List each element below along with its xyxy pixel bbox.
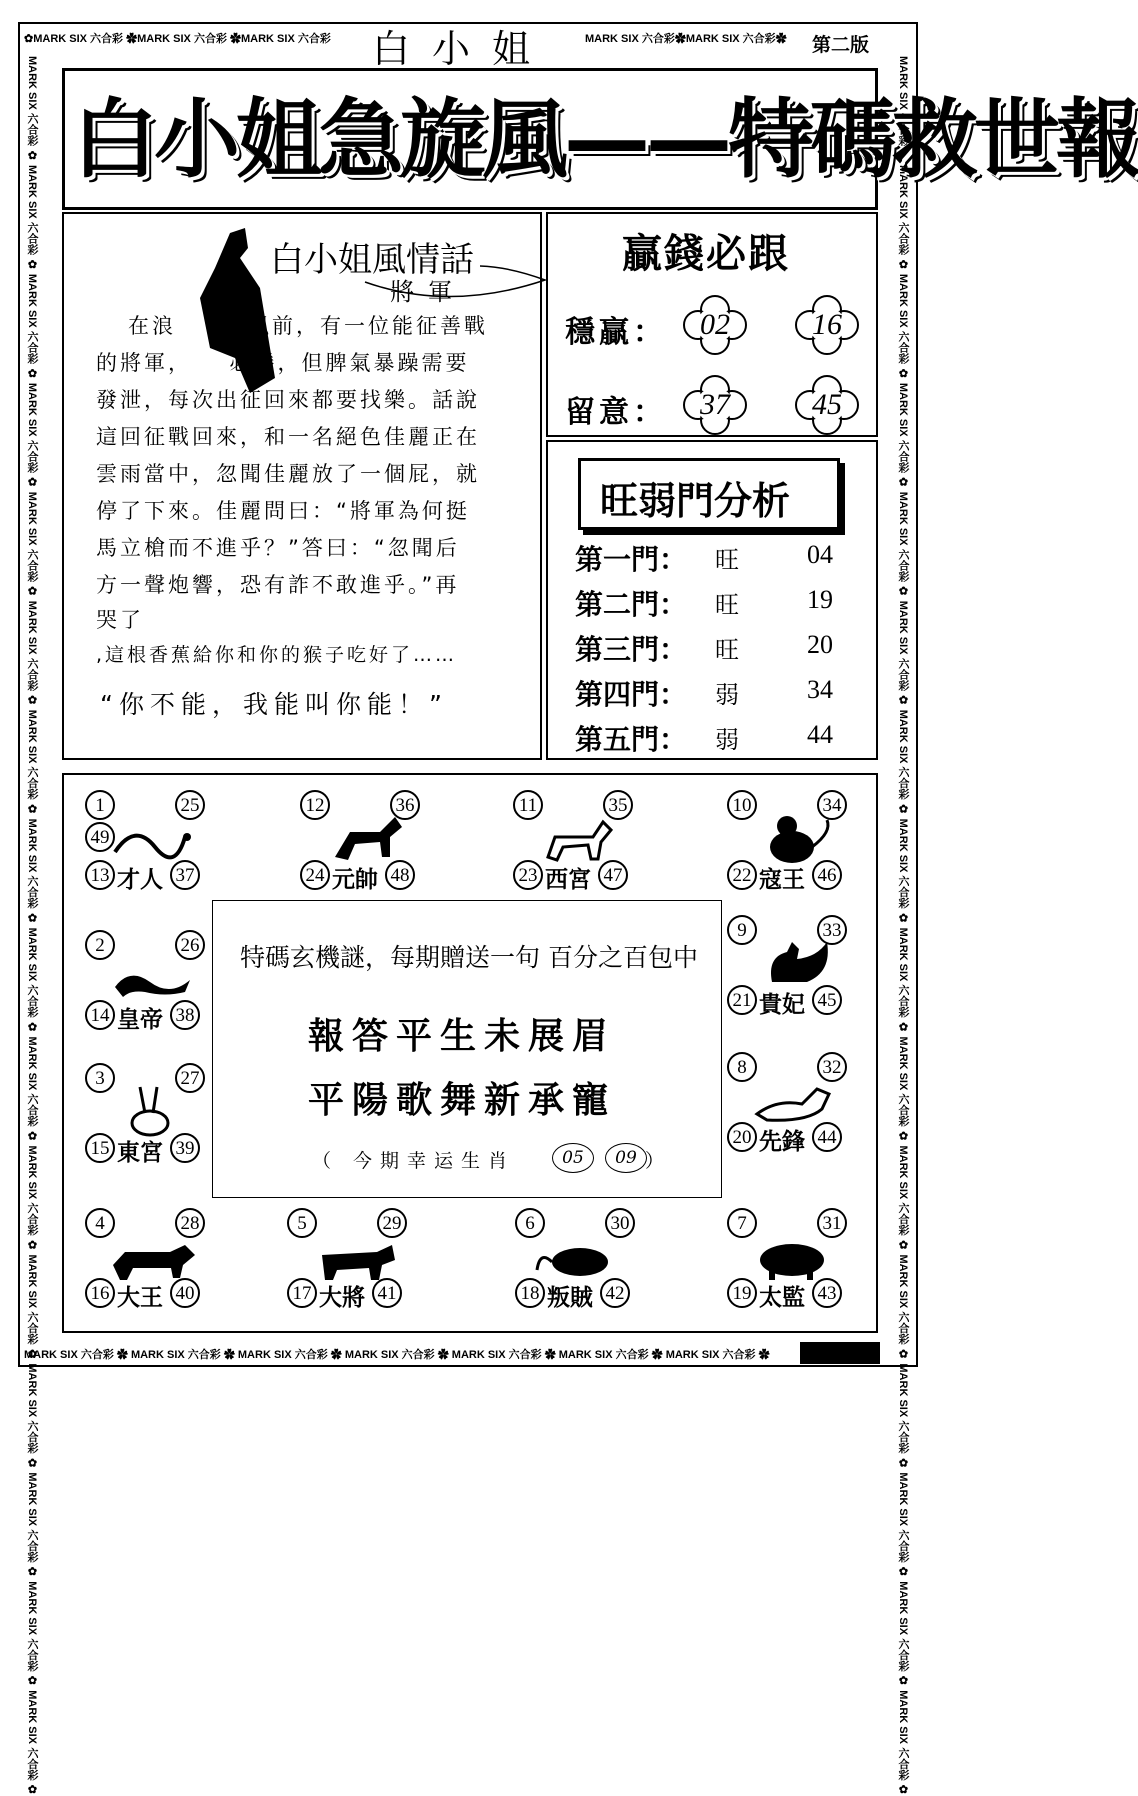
zodiac-label: 東宮: [117, 1139, 163, 1166]
gate-number: 04: [807, 540, 833, 569]
zodiac-number: 10: [727, 790, 757, 820]
zodiac-number: 26: [175, 930, 205, 960]
bottom-strip: MARK SIX 六合彩 ✿ MARK SIX 六合彩 ✿ MARK SIX 六合彩 ✿ MARK SIX 六合彩 ✿ MARK SIX 六合彩 ✿ MARK SIX 六合彩 ✿ MARK SIX 六合彩 ✿: [24, 1349, 770, 1361]
zodiac-number: 18: [515, 1278, 545, 1308]
clover-number: [680, 295, 750, 355]
zodiac-number: 19: [727, 1278, 757, 1308]
zodiac-number: 46: [812, 860, 842, 890]
zodiac-number: 45: [812, 985, 842, 1015]
riddle-line2: 平陽歌舞新承寵: [308, 1079, 617, 1121]
zodiac-label: 大王: [117, 1284, 163, 1311]
story-line: 發泄，每次出征回來都要找樂。話說: [96, 388, 480, 412]
zodiac-number: 34: [817, 790, 847, 820]
zodiac-label: 才人: [117, 866, 163, 893]
zodiac-number: 6: [515, 1208, 545, 1238]
edition-label: 第二版: [812, 34, 870, 56]
zodiac-number: 28: [175, 1208, 205, 1238]
story-subtitle: 將軍: [390, 278, 466, 306]
zodiac-number: 25: [175, 790, 205, 820]
story-line: 馬立槍而不進乎？”答曰：“忽聞后: [96, 536, 460, 560]
zodiac-number: 49: [85, 822, 115, 852]
zodiac-number: 27: [175, 1063, 205, 1093]
zodiac-number: 32: [817, 1052, 847, 1082]
right-strip: MARK SIX 六合彩 ✿ MARK SIX 六合彩 ✿ MARK SIX 六合彩 ✿ MARK SIX 六合彩 ✿ MARK SIX 六合彩 ✿ MARK SIX 六合彩 ✿ MARK SIX 六合彩 ✿ MARK SIX 六合彩 ✿ MARK SIX 六合彩 ✿ MARK SIX 六合彩 ✿ MARK SIX 六合彩 ✿ MARK SIX 六合彩 ✿ MARK SIX 六合彩 ✿ MARK SIX 六合彩 ✿ MARK SIX 六合彩 ✿ MARK SIX 六合彩 ✿: [897, 56, 909, 1796]
tiger-icon: [105, 1230, 195, 1285]
zodiac-number: 31: [817, 1208, 847, 1238]
clover-number-text: 37: [700, 388, 730, 421]
win-row-label: 穩贏：: [565, 315, 667, 350]
story-line: 停了下來。佳麗問曰：“將軍為何挺: [96, 499, 470, 523]
pig-icon: [747, 1230, 837, 1285]
zodiac-label: 西宮: [545, 866, 591, 893]
story-line: 雲雨當中，忽聞佳麗放了一個屁，就: [96, 462, 480, 486]
snake-icon: [105, 812, 195, 867]
zodiac-label: 皇帝: [117, 1006, 163, 1033]
gate-status: 旺: [715, 591, 739, 619]
rat-icon: [535, 1230, 625, 1285]
zodiac-label: 寇王: [759, 866, 805, 893]
zodiac-number: 11: [513, 790, 543, 820]
story-line: 方一聲炮響，恐有詐不敢進乎。”再: [96, 573, 460, 597]
zodiac-number: 9: [727, 915, 757, 945]
gates-title: 旺弱門分析: [600, 479, 791, 523]
zodiac-number: 3: [85, 1063, 115, 1093]
gate-name: 第一門：: [575, 543, 688, 576]
title-swoosh: [360, 262, 550, 312]
win-title: 贏錢必跟: [622, 231, 790, 277]
zodiac-number: 8: [727, 1052, 757, 1082]
zodiac-number: 36: [390, 790, 420, 820]
zodiac-number: 22: [727, 860, 757, 890]
gate-name: 第五門：: [575, 723, 688, 756]
gate-number: 34: [807, 675, 833, 704]
zodiac-number: 44: [812, 1122, 842, 1152]
dragon-icon: [105, 952, 195, 1007]
lucky-number-1: 05: [552, 1143, 594, 1173]
rabbit-icon: [105, 1085, 195, 1140]
gate-name: 第四門：: [575, 678, 688, 711]
lucky-label: （ 今期幸运生肖: [312, 1150, 516, 1172]
zodiac-label: 先鋒: [759, 1128, 805, 1155]
gate-status: 弱: [715, 726, 739, 754]
clover-number-text: 02: [700, 308, 730, 341]
zodiac-number: 12: [300, 790, 330, 820]
zodiac-number: 2: [85, 930, 115, 960]
top-strip-right: MARK SIX 六合彩✿MARK SIX 六合彩✿: [585, 33, 787, 45]
riddle-intro: 特碼玄機謎，每期贈送一句 百分之百包中: [240, 943, 698, 972]
goat-icon: [533, 812, 623, 867]
zodiac-number: 37: [170, 860, 200, 890]
zodiac-number: 7: [727, 1208, 757, 1238]
lucky-close: ）: [645, 1150, 665, 1172]
gate-number: 20: [807, 630, 833, 659]
ox-icon: [307, 1230, 397, 1285]
zodiac-number: 47: [598, 860, 628, 890]
story-punchline: “你不能，我能叫你能！”: [100, 690, 448, 719]
gate-row: [575, 718, 855, 758]
zodiac-number: 48: [385, 860, 415, 890]
gate-status: 弱: [715, 681, 739, 709]
horse-icon: [320, 812, 410, 867]
story-line: 的將軍， 必勝，但脾氣暴躁需要: [96, 351, 470, 375]
gate-name: 第二門：: [575, 588, 688, 621]
zodiac-label: 叛賊: [547, 1284, 593, 1311]
zodiac-number: 17: [287, 1278, 317, 1308]
zodiac-number: 4: [85, 1208, 115, 1238]
gate-status: 旺: [715, 546, 739, 574]
zodiac-number: 5: [287, 1208, 317, 1238]
zodiac-number: 24: [300, 860, 330, 890]
zodiac-number: 43: [812, 1278, 842, 1308]
gate-row: [575, 628, 855, 668]
bottom-bar: [800, 1342, 880, 1364]
gate-status: 旺: [715, 636, 739, 664]
left-strip: MARK SIX 六合彩 ✿ MARK SIX 六合彩 ✿ MARK SIX 六合彩 ✿ MARK SIX 六合彩 ✿ MARK SIX 六合彩 ✿ MARK SIX 六合彩 ✿ MARK SIX 六合彩 ✿ MARK SIX 六合彩 ✿ MARK SIX 六合彩 ✿ MARK SIX 六合彩 ✿ MARK SIX 六合彩 ✿ MARK SIX 六合彩 ✿ MARK SIX 六合彩 ✿ MARK SIX 六合彩 ✿ MARK SIX 六合彩 ✿ MARK SIX 六合彩 ✿: [26, 56, 38, 1796]
zodiac-number: 23: [513, 860, 543, 890]
story-title: 白小姐風情話: [270, 240, 474, 280]
gate-row: [575, 538, 855, 578]
zodiac-number: 15: [85, 1133, 115, 1163]
clover-number: [792, 295, 862, 355]
clover-number: [792, 375, 862, 435]
zodiac-number: 20: [727, 1122, 757, 1152]
zodiac-number: 39: [170, 1133, 200, 1163]
zodiac-number: 33: [817, 915, 847, 945]
riddle-line1: 報答平生未展眉: [308, 1015, 617, 1057]
zodiac-number: 42: [600, 1278, 630, 1308]
zodiac-number: 38: [170, 1000, 200, 1030]
zodiac-number: 30: [605, 1208, 635, 1238]
gate-number: 44: [807, 720, 833, 749]
paper-name: 白小姐: [372, 27, 553, 71]
zodiac-number: 41: [372, 1278, 402, 1308]
zodiac-label: 元帥: [332, 866, 378, 893]
win-row-label: 留意：: [565, 395, 667, 430]
gate-number: 19: [807, 585, 833, 614]
zodiac-label: 太監: [759, 1284, 805, 1311]
zodiac-label: 大將: [319, 1284, 365, 1311]
zodiac-number: 40: [170, 1278, 200, 1308]
story-line: 這回征戰回來，和一名絕色佳麗正在: [96, 425, 480, 449]
clover-number-text: 45: [812, 388, 842, 421]
zodiac-number: 16: [85, 1278, 115, 1308]
lucky-number-2: 09: [605, 1143, 647, 1173]
story-line: 在浪 久以前，有一位能征善戰: [128, 314, 488, 338]
gate-name: 第三門：: [575, 633, 688, 666]
clover-number: [680, 375, 750, 435]
story-line: ,這根香蕉給你和你的猴子吃好了……: [96, 644, 458, 666]
gate-row: [575, 673, 855, 713]
zodiac-number: 1: [85, 790, 115, 820]
zodiac-number: 14: [85, 1000, 115, 1030]
dog-icon: [747, 1074, 837, 1129]
rooster-icon: [747, 937, 837, 992]
gate-row: [575, 583, 855, 623]
story-line: 哭了: [96, 608, 144, 632]
top-strip: ✿MARK SIX 六合彩 ✿MARK SIX 六合彩 ✿MARK SIX 六合彩: [24, 33, 331, 45]
clover-number-text: 16: [812, 308, 842, 341]
zodiac-number: 21: [727, 985, 757, 1015]
headline: 白小姐急旋風——特碼救世報: [72, 90, 1138, 190]
zodiac-number: 13: [85, 860, 115, 890]
zodiac-number: 35: [603, 790, 633, 820]
zodiac-label: 貴妃: [759, 991, 805, 1018]
zodiac-number: 29: [377, 1208, 407, 1238]
monkey-icon: [747, 812, 837, 867]
